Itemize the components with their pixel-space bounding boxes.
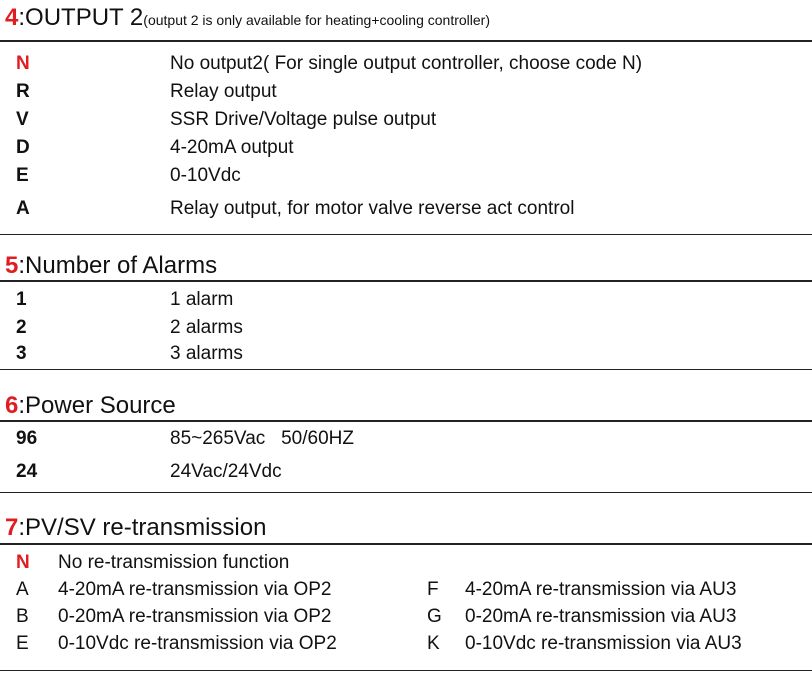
table-row <box>0 136 812 160</box>
section-heading <box>5 514 266 542</box>
option-desc-right: 0-10Vdc re-transmission via AU3 <box>465 633 742 654</box>
option-code: R <box>16 81 30 102</box>
section-power-source <box>0 392 812 496</box>
table-row <box>0 108 812 132</box>
section-rule <box>0 543 812 545</box>
table-row <box>0 164 812 188</box>
table-row <box>0 197 812 221</box>
option-desc: Relay output <box>170 81 277 102</box>
option-desc: 1 alarm <box>170 289 234 310</box>
option-code: E <box>16 165 29 186</box>
option-desc: 85~265Vac 50/60HZ <box>170 428 354 449</box>
option-code: 24 <box>16 461 38 482</box>
section-number: 4 <box>5 4 19 31</box>
option-code: 3 <box>16 343 27 364</box>
table-row <box>0 342 812 366</box>
option-code: A <box>16 579 29 600</box>
option-desc: SSR Drive/Voltage pulse output <box>170 109 437 130</box>
section-alarms <box>0 252 812 372</box>
option-desc: Relay output, for motor valve reverse act control <box>170 198 575 219</box>
section-rule <box>0 40 812 42</box>
section-output2 <box>0 4 812 236</box>
section-number: 5 <box>5 252 19 279</box>
option-code-right: F <box>427 579 439 600</box>
table-row <box>0 316 812 340</box>
option-desc: 4-20mA output <box>170 137 294 158</box>
option-desc: No output2( For single output controller, choose code N) <box>170 53 643 74</box>
section-bottom-rule <box>0 670 812 671</box>
table-row <box>0 427 812 451</box>
section-bottom-rule <box>0 492 812 493</box>
section-subtitle: (output 2 is only available for heating+cooling controller) <box>143 12 490 28</box>
option-desc: 0-10Vdc re-transmission via OP2 <box>58 633 337 654</box>
table-row <box>0 288 812 312</box>
option-desc: 4-20mA re-transmission via OP2 <box>58 579 332 600</box>
table-row <box>0 632 812 656</box>
section-heading <box>5 4 490 34</box>
section-rule <box>0 280 812 282</box>
option-code-right: K <box>427 633 440 654</box>
table-row <box>0 605 812 629</box>
option-desc: 2 alarms <box>170 317 243 338</box>
option-code: 96 <box>16 428 38 449</box>
section-heading <box>5 252 217 280</box>
table-row <box>0 578 812 602</box>
option-code: 2 <box>16 317 27 338</box>
section-bottom-rule <box>0 369 812 370</box>
option-code-right: G <box>427 606 442 627</box>
section-number: 6 <box>5 392 19 419</box>
option-desc: 0-20mA re-transmission via OP2 <box>58 606 332 627</box>
option-code: N <box>16 53 30 74</box>
section-title: :OUTPUT 2 <box>18 4 144 31</box>
option-desc-right: 0-20mA re-transmission via AU3 <box>465 606 737 627</box>
option-code: 1 <box>16 289 27 310</box>
option-code: N <box>16 552 30 573</box>
table-row <box>0 551 812 575</box>
table-row <box>0 52 812 76</box>
option-desc: No re-transmission function <box>58 552 290 573</box>
option-code: A <box>16 198 30 219</box>
section-number: 7 <box>5 514 19 541</box>
option-code: B <box>16 606 29 627</box>
option-code: V <box>16 109 29 130</box>
section-heading <box>5 392 176 420</box>
option-desc-right: 4-20mA re-transmission via AU3 <box>465 579 737 600</box>
section-retransmission <box>0 514 812 674</box>
table-row <box>0 80 812 104</box>
section-rule <box>0 420 812 422</box>
option-code: E <box>16 633 29 654</box>
table-row <box>0 460 812 484</box>
option-desc: 24Vac/24Vdc <box>170 461 282 482</box>
section-title: :PV/SV re-transmission <box>18 514 267 541</box>
section-bottom-rule <box>0 234 812 235</box>
option-desc: 3 alarms <box>170 343 243 364</box>
option-code: D <box>16 137 30 158</box>
option-desc: 0-10Vdc <box>170 165 241 186</box>
section-title: :Number of Alarms <box>18 252 218 279</box>
section-title: :Power Source <box>18 392 176 419</box>
